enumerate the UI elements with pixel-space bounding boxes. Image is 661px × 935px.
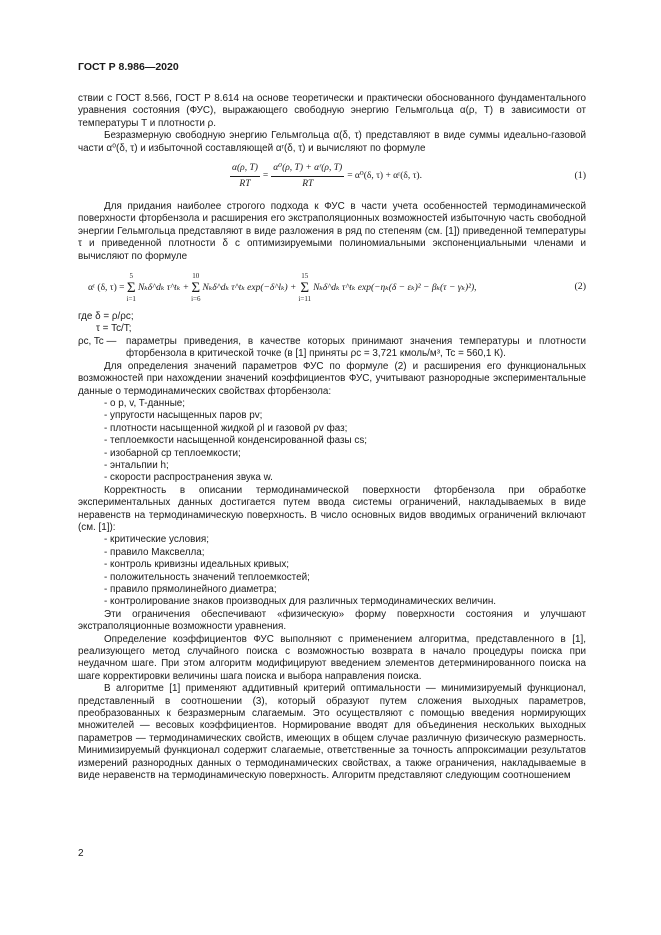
sigma-symbol: Σ [126,280,136,297]
where-line-tau: τ = Tc/T; [96,323,132,335]
list-item: - правило Максвелла; [104,546,205,558]
list-item: - положительность значений теплоемкостей; [104,571,310,583]
paragraph-experimental-data: Для определения значений параметров ФУС по формуле (2) и расширения его функциональных возможностей при нахождении значений коэффициентов ФУС, учитывают разнородные экспериментальные данные о термодинамических свойствах фторбензола: [78,360,586,397]
eq1-mid-denominator: RT [302,178,314,189]
paragraph-continuation: ствии с ГОСТ 8.566, ГОСТ Р 8.614 на основе теоретически и практически обоснованного фундаментального уравнения состояния (ФУС), выражающего свободную энергию Гельмгольца α(ρ, T) в зависимости от температуры T и плотности ρ. [78,93,586,129]
where-line-delta: где δ = ρ/ρc; [78,311,134,323]
equation-1 [78,161,586,191]
list-item: - упругости насыщенных паров pv; [104,410,263,422]
eq2-sum-2-lower: i=6 [191,295,201,304]
eq1-number: (1) [574,170,586,182]
document-body [78,93,586,783]
eq2-sum-2-upper: 10 [192,272,200,281]
where-block [78,311,586,361]
equation-2 [78,269,586,307]
eq2-sum-3-lower: i=11 [298,295,312,304]
paragraph-optimality-criterion: В алгоритме [1] применяют аддитивный критерий оптимальности — минимизируемый функционал, представленный в соотношении (3), который образуют путем сложения выходных параметров, преобразованных к безразмерным слагаемым. Это осуществляют с помощью введения нормирующих множителей — весовых коэффициентов. Нормирование вводят для объединения нескольких выходных параметров — термодинамических свойств, имеющих в общем случае различную физическую размерность. Минимизируемый функционал содержит слагаемые, ответственные за точность аппроксимации результатов измерений разнородных данных о термодинамических свойствах, а также ограничения, накладываемые в виде неравенств на термодинамическую поверхность. Алгоритм представляют следующим соотношением [78,683,586,782]
eq2-sum-1-upper: 5 [129,272,133,281]
sigma-symbol: Σ [191,280,201,297]
eq1-equals: = [262,170,269,181]
eq2-sum-3 [298,272,311,304]
eq1-mid-numerator: α⁰(ρ, T) + αʳ(ρ, T) [271,162,344,176]
where-params-text: параметры приведения, в качестве которых принимают значения температуры и плотности фторбензола в критической точке (в [1] приняты ρc = 3,721 кмоль/м³, Tc = 560,1 К). [126,335,586,360]
paragraph-algorithm: Определение коэффициентов ФУС выполняют с применением алгоритма, представленного в [1], реализующего метод случайного поиска с возможностью возврата в начало процедуры поиска при неудачном шаге. При этом алгоритм модифицируют введением элементов детерминированного поиска на шаге корректировки величины шага поиска и выбора направления поиска. [78,633,586,682]
list-properties [78,398,586,485]
eq1-rhs: = α⁰(δ, τ) + αʳ(δ, τ). [347,170,422,181]
list-item: - правило прямолинейного диаметра; [104,584,277,595]
eq2-sum-1-lower: i=1 [126,295,136,304]
list-item: - энтальпии h; [104,459,169,471]
eq2-sum-1 [127,272,136,304]
list-item: - контроль кривизны идеальных кривых; [104,559,290,571]
eq2-term-1: Nₖδ^dₖ τ^tₖ + [137,282,190,293]
eq2-term-3: Nₖδ^dₖ τ^tₖ exp(−ηₖ(δ − εₖ)² − βₖ(τ − γₖ)²), [313,282,477,293]
eq1-lhs-denominator: RT [239,178,251,189]
list-item: - критические условия; [104,534,210,546]
eq1-mid-fraction [271,162,344,190]
standard-header: ГОСТ Р 8.986—2020 [78,61,179,73]
list-constraints [78,534,586,608]
eq2-term-2: Nₖδ^dₖ τ^tₖ exp(−δ^lₖ) + [202,282,297,293]
sigma-symbol: Σ [300,280,310,297]
list-item: - контролирование знаков производных для различных термодинамических величин. [104,596,497,608]
page-number: 2 [78,848,84,859]
list-item: - скорости распространения звука w. [104,472,273,484]
list-item: - о p, v, T-данные; [104,397,186,409]
paragraph-physical-form: Эти ограничения обеспечивают «физическую» форму поверхности состояния и улучшают экстраполяционные возможности уравнения. [78,608,586,633]
paragraph-constraints: Корректность в описании термодинамической поверхности фторбензола при обработке экспериментальных данных достигается путем ввода системы ограничений, накладываемых в виде неравенств на термодинамическую поверхность. В число основных видов вводимых ограничений включают (см. [1]): [78,484,586,533]
eq2-sum-3-upper: 15 [301,272,309,281]
paragraph-helmholtz-definition: Безразмерную свободную энергию Гельмгольца α(δ, τ) представляют в виде суммы идеально-газовой части α⁰(δ, τ) и избыточной составляющей αʳ(δ, τ) и вычисляют по формуле [78,130,586,154]
list-item: - плотности насыщенной жидкой ρl и газовой ρv фаз; [104,422,348,434]
list-item: - изобарной cp теплоемкости; [104,447,241,459]
eq2-sum-2 [191,272,200,304]
paragraph-series-expansion: Для придания наиболее строгого подхода к ФУС в части учета особенностей термодинамической поверхности фторбензола и расширения его экстраполяционных возможностей избыточную часть свободной энергии Гельмгольца представляют в виде разложения в ряд по степеням (см. [1]) приведенной температуры τ и приведенной плотности δ с оптимизируемыми полиномиальными экспоненциальными членами и вычисляют по формуле [78,201,586,262]
eq2-lhs: αʳ (δ, τ) = [88,282,125,293]
eq2-number: (2) [574,281,586,293]
where-line-params [78,336,586,361]
eq1-lhs-numerator: α(ρ, T) [230,162,260,176]
where-params-lead: ρc, Tc — [78,335,117,347]
eq1-lhs-fraction [230,162,260,190]
list-item: - теплоемкости насыщенной конденсированной фазы cs; [104,435,368,447]
